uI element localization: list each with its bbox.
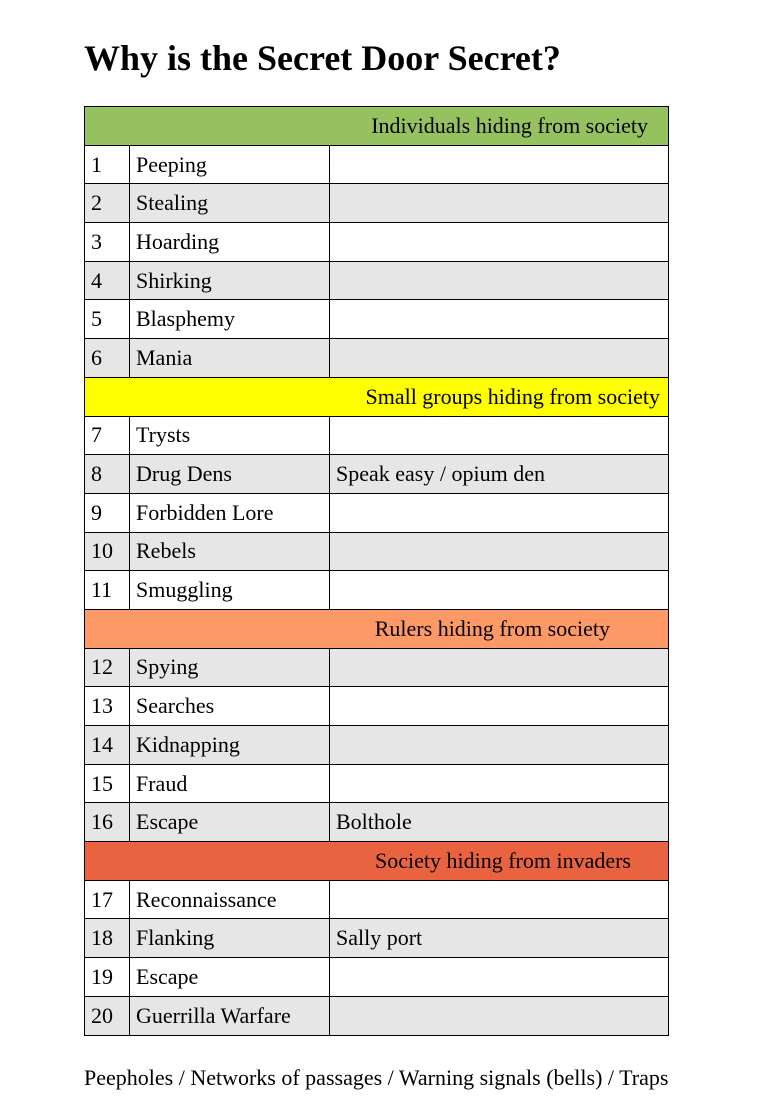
footer-note: Peepholes / Networks of passages / Warning signals (bells) / Traps — [84, 1065, 669, 1090]
table-row — [85, 571, 669, 610]
row-note — [330, 493, 669, 532]
row-name: Rebels — [130, 532, 330, 571]
row-note — [330, 184, 669, 223]
table-row — [85, 958, 669, 997]
row-name: Spying — [130, 648, 330, 687]
table-row — [85, 880, 669, 919]
row-note: Bolthole — [330, 803, 669, 842]
row-number: 18 — [85, 919, 130, 958]
table-row — [85, 919, 669, 958]
section-header-small-groups — [85, 377, 669, 416]
row-number: 9 — [85, 493, 130, 532]
row-name: Searches — [130, 687, 330, 726]
row-number: 5 — [85, 300, 130, 339]
row-name: Trysts — [130, 416, 330, 455]
table-row — [85, 223, 669, 262]
section-heading: Society hiding from invaders — [85, 842, 669, 881]
row-note — [330, 339, 669, 378]
row-number: 19 — [85, 958, 130, 997]
row-number: 16 — [85, 803, 130, 842]
row-number: 7 — [85, 416, 130, 455]
table-row — [85, 532, 669, 571]
table-row — [85, 764, 669, 803]
table-row — [85, 803, 669, 842]
row-name: Blasphemy — [130, 300, 330, 339]
row-number: 12 — [85, 648, 130, 687]
table-row — [85, 726, 669, 765]
row-note — [330, 726, 669, 765]
row-number: 3 — [85, 223, 130, 262]
row-note — [330, 880, 669, 919]
section-heading: Small groups hiding from society — [85, 377, 669, 416]
row-number: 10 — [85, 532, 130, 571]
table-row — [85, 996, 669, 1035]
row-number: 13 — [85, 687, 130, 726]
row-note — [330, 958, 669, 997]
row-note — [330, 223, 669, 262]
row-name: Flanking — [130, 919, 330, 958]
row-note: Speak easy / opium den — [330, 455, 669, 494]
row-number: 2 — [85, 184, 130, 223]
row-note — [330, 996, 669, 1035]
row-note — [330, 687, 669, 726]
table-row — [85, 455, 669, 494]
table-row — [85, 687, 669, 726]
row-name: Peeping — [130, 145, 330, 184]
table-row — [85, 145, 669, 184]
row-note — [330, 145, 669, 184]
row-number: 17 — [85, 880, 130, 919]
row-name: Mania — [130, 339, 330, 378]
row-name: Kidnapping — [130, 726, 330, 765]
section-header-society — [85, 842, 669, 881]
row-number: 15 — [85, 764, 130, 803]
row-name: Escape — [130, 803, 330, 842]
row-name: Fraud — [130, 764, 330, 803]
row-number: 20 — [85, 996, 130, 1035]
row-name: Guerrilla Warfare — [130, 996, 330, 1035]
row-name: Smuggling — [130, 571, 330, 610]
row-name: Drug Dens — [130, 455, 330, 494]
row-note — [330, 764, 669, 803]
row-note — [330, 261, 669, 300]
section-heading: Individuals hiding from society — [85, 107, 669, 146]
row-note — [330, 532, 669, 571]
row-number: 6 — [85, 339, 130, 378]
row-note — [330, 571, 669, 610]
section-header-individuals — [85, 107, 669, 146]
table-row — [85, 339, 669, 378]
row-name: Forbidden Lore — [130, 493, 330, 532]
row-note: Sally port — [330, 919, 669, 958]
page-title: Why is the Secret Door Secret? — [84, 38, 561, 78]
secret-door-table — [84, 106, 669, 1036]
section-header-rulers — [85, 609, 669, 648]
table-row — [85, 648, 669, 687]
row-number: 11 — [85, 571, 130, 610]
row-name: Reconnaissance — [130, 880, 330, 919]
row-name: Stealing — [130, 184, 330, 223]
table-row — [85, 300, 669, 339]
row-number: 14 — [85, 726, 130, 765]
row-note — [330, 416, 669, 455]
row-number: 8 — [85, 455, 130, 494]
row-name: Escape — [130, 958, 330, 997]
row-number: 4 — [85, 261, 130, 300]
table-row — [85, 184, 669, 223]
table-row — [85, 261, 669, 300]
row-note — [330, 300, 669, 339]
table-row — [85, 493, 669, 532]
row-note — [330, 648, 669, 687]
row-name: Hoarding — [130, 223, 330, 262]
row-name: Shirking — [130, 261, 330, 300]
row-number: 1 — [85, 145, 130, 184]
section-heading: Rulers hiding from society — [85, 609, 669, 648]
table-row — [85, 416, 669, 455]
